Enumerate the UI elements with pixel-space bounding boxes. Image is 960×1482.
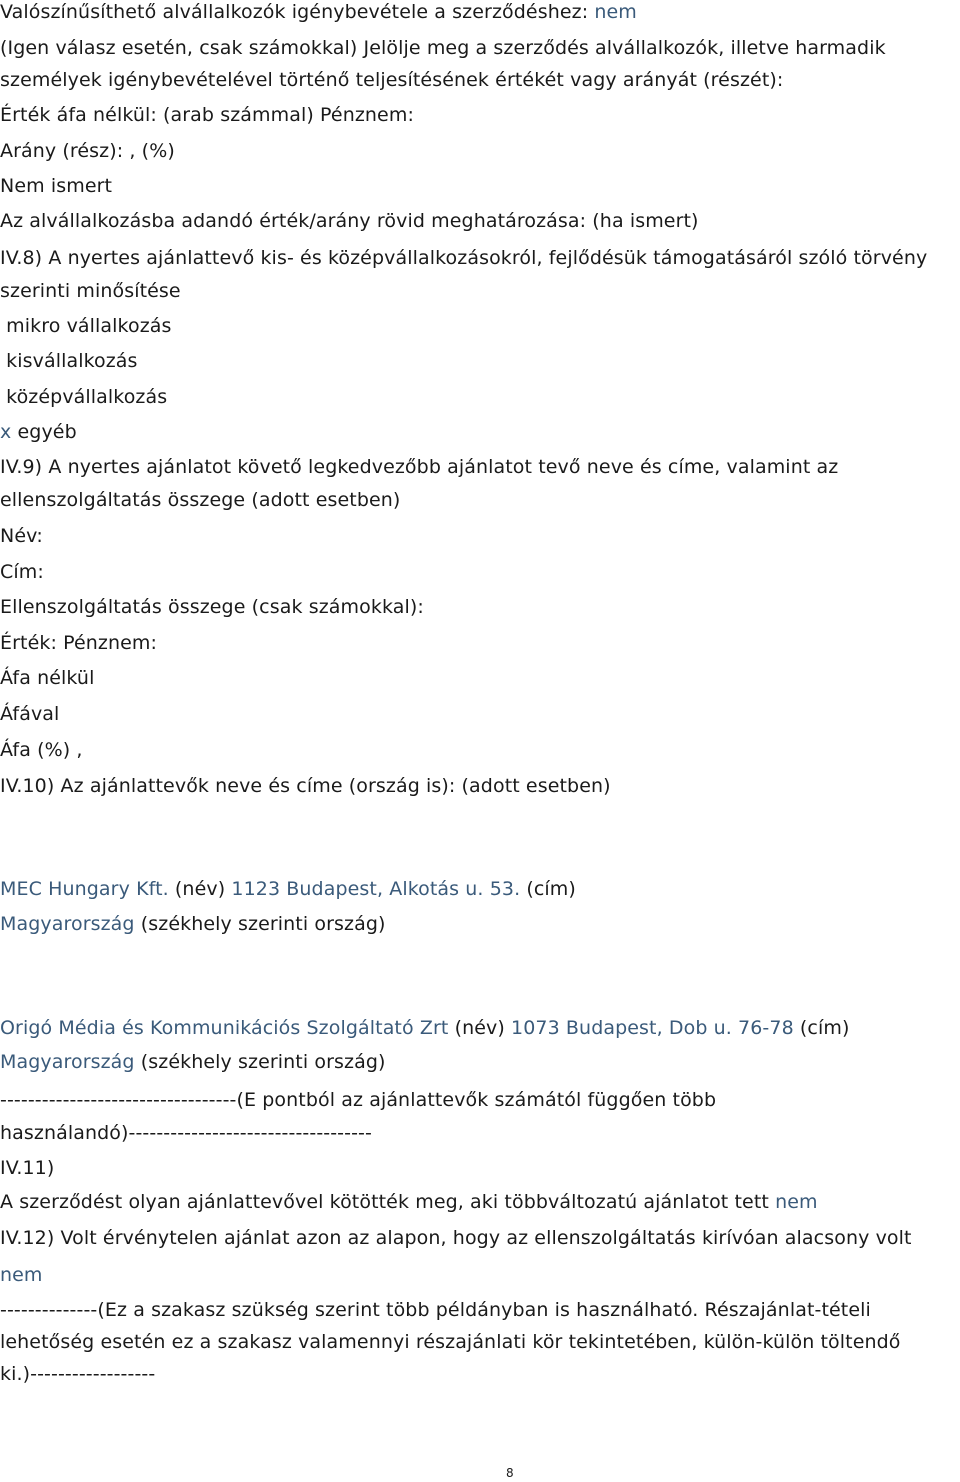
bidder-country: Magyarország xyxy=(0,1051,135,1073)
bidder-country-suffix: (székhely szerinti ország) xyxy=(134,1051,386,1073)
subcontractor-question: Valószínűsíthető alvállalkozók igénybevétele a szerződéshez: xyxy=(0,1,595,23)
bidder-address-suffix: (cím) xyxy=(793,1017,850,1039)
instruction-line-2: személyek igénybevételével történő teljesítésének értékét vagy arányát (részét): xyxy=(0,69,784,91)
bidder-country: Magyarország xyxy=(0,913,135,935)
bidder-2-country-line xyxy=(0,1050,386,1074)
option-other xyxy=(0,420,77,444)
amount-label: Ellenszolgáltatás összege (csak számokkal): xyxy=(0,596,424,618)
iv9-heading-line-2: ellenszolgáltatás összege (adott esetben) xyxy=(0,489,401,511)
option-micro xyxy=(0,314,172,338)
option-label: egyéb xyxy=(17,421,77,443)
option-medium xyxy=(0,385,167,409)
bidder-address: 1073 Budapest, Dob u. 76-78 xyxy=(511,1017,794,1039)
bidder-address: 1123 Budapest, Alkotás u. 53. xyxy=(231,878,521,900)
unknown-line: Nem ismert xyxy=(0,175,113,197)
ratio-line: Arány (rész): , (%) xyxy=(0,140,175,162)
iv10-note-line-1: ----------------------------------(E pontból az ajánlattevők számától függően több xyxy=(0,1089,717,1111)
option-mark: x xyxy=(0,421,12,443)
iv11-heading: IV.11) xyxy=(0,1157,55,1179)
bidder-1-country-line xyxy=(0,912,386,936)
bidder-name-suffix: (név) xyxy=(448,1017,512,1039)
value-line: Érték áfa nélkül: (arab számmal) Pénznem: xyxy=(0,104,414,126)
iv12-answer: nem xyxy=(0,1264,43,1286)
iv11-answer: nem xyxy=(775,1191,818,1213)
name-label: Név: xyxy=(0,525,43,547)
footer-note-line-2: lehetőség esetén ez a szakasz valamennyi részajánlati kör tekintetében, külön-külön töltendő xyxy=(0,1331,901,1353)
vat-percent-label: Áfa (%) , xyxy=(0,739,83,761)
short-description-line: Az alvállalkozásba adandó érték/arány rövid meghatározása: (ha ismert) xyxy=(0,210,699,232)
footer-note-line-1: --------------(Ez a szakasz szükség szerint több példányban is használható. Részajánlat-tételi xyxy=(0,1299,871,1321)
bidder-country-suffix: (székhely szerinti ország) xyxy=(134,913,386,935)
option-label: kisvállalkozás xyxy=(6,350,138,372)
footer-note-line-3: ki.)------------------ xyxy=(0,1363,156,1385)
iv11-line xyxy=(0,1190,818,1214)
option-label: mikro vállalkozás xyxy=(6,315,172,337)
without-vat-label: Áfa nélkül xyxy=(0,667,95,689)
page-number: 8 xyxy=(506,1466,514,1480)
iv10-heading: IV.10) Az ajánlattevők neve és címe (ország is): (adott esetben) xyxy=(0,775,611,797)
bidder-name-suffix: (név) xyxy=(168,878,232,900)
bidder-name: MEC Hungary Kft. xyxy=(0,878,169,900)
iv9-heading-line-1: IV.9) A nyertes ajánlatot követő legkedvezőbb ajánlatot tevő neve és címe, valamint az xyxy=(0,456,839,478)
option-label: középvállalkozás xyxy=(6,386,168,408)
bidder-1-line xyxy=(0,877,576,901)
with-vat-label: Áfával xyxy=(0,703,60,725)
subcontractor-line xyxy=(0,0,637,24)
instruction-line-1: (Igen válasz esetén, csak számokkal) Jelölje meg a szerződés alvállalkozók, illetve harmadik xyxy=(0,37,886,59)
iv8-heading-line-1: IV.8) A nyertes ajánlattevő kis- és középvállalkozásokról, fejlődésük támogatásáról szóló törvény xyxy=(0,247,928,269)
address-label: Cím: xyxy=(0,561,44,583)
iv11-text: A szerződést olyan ajánlattevővel kötötték meg, aki többváltozatú ajánlatot tett xyxy=(0,1191,776,1213)
iv12-heading: IV.12) Volt érvénytelen ajánlat azon az alapon, hogy az ellenszolgáltatás kirívóan alacsony volt xyxy=(0,1227,912,1249)
iv8-heading-line-2: szerinti minősítése xyxy=(0,280,181,302)
iv10-note-line-2: használandó)----------------------------------- xyxy=(0,1122,372,1144)
bidder-2-line xyxy=(0,1016,849,1040)
option-small xyxy=(0,349,138,373)
value-currency-label: Érték: Pénznem: xyxy=(0,632,158,654)
subcontractor-answer: nem xyxy=(594,1,637,23)
bidder-name: Origó Média és Kommunikációs Szolgáltató Zrt xyxy=(0,1017,449,1039)
bidder-address-suffix: (cím) xyxy=(520,878,576,900)
